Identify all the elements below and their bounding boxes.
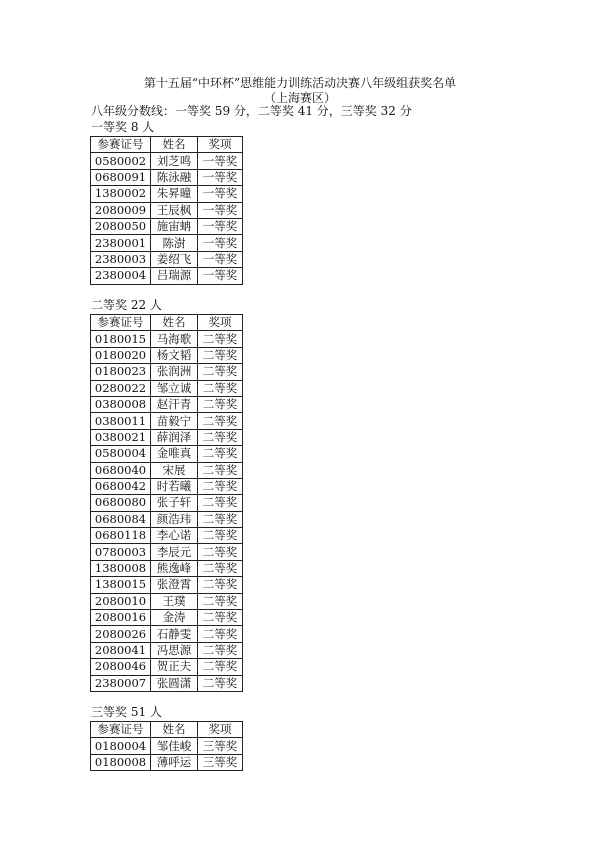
column-header: 姓名 <box>151 315 198 331</box>
name-cell: 时若曦 <box>151 478 198 494</box>
cert-number-cell: 0680118 <box>91 528 151 544</box>
table-header-row <box>91 722 243 738</box>
award-cell: 一等奖 <box>198 268 243 284</box>
cert-number-cell: 0380011 <box>91 413 151 429</box>
award-cell: 一等奖 <box>198 235 243 251</box>
name-cell: 张润洲 <box>151 364 198 380</box>
award-cell: 二等奖 <box>198 511 243 527</box>
table-row <box>91 675 243 691</box>
table-row <box>91 347 243 363</box>
award-cell: 二等奖 <box>198 642 243 658</box>
name-cell: 石静雯 <box>151 626 198 642</box>
cert-number-cell: 2380004 <box>91 268 151 284</box>
column-header: 参赛证号 <box>91 722 151 738</box>
table-row <box>91 251 243 267</box>
award-cell: 二等奖 <box>198 593 243 609</box>
award-cell: 二等奖 <box>198 347 243 363</box>
section-heading-second-prize: 二等奖 22 人 <box>91 298 162 312</box>
cert-number-cell: 1380015 <box>91 577 151 593</box>
table-row <box>91 202 243 218</box>
award-cell: 二等奖 <box>198 626 243 642</box>
name-cell: 陈泳融 <box>151 169 198 185</box>
name-cell: 金涛 <box>151 610 198 626</box>
table-row <box>91 429 243 445</box>
award-cell: 二等奖 <box>198 560 243 576</box>
document-subtitle: （上海赛区） <box>263 91 336 105</box>
name-cell: 金唯真 <box>151 446 198 462</box>
name-cell: 姜绍飞 <box>151 251 198 267</box>
cert-number-cell: 0180004 <box>91 738 151 754</box>
award-cell: 二等奖 <box>198 659 243 675</box>
column-header: 参赛证号 <box>91 137 151 153</box>
name-cell: 李心诺 <box>151 528 198 544</box>
award-cell: 一等奖 <box>198 153 243 169</box>
table-row <box>91 153 243 169</box>
name-cell: 朱昇曈 <box>151 186 198 202</box>
cert-number-cell: 0680042 <box>91 478 151 494</box>
column-header: 奖项 <box>198 315 243 331</box>
award-cell: 二等奖 <box>198 544 243 560</box>
award-cell: 二等奖 <box>198 610 243 626</box>
document-title: 第十五届“中环杯”思维能力训练活动决赛八年级组获奖名单 <box>143 76 457 90</box>
cert-number-cell: 2080016 <box>91 610 151 626</box>
cert-number-cell: 0580004 <box>91 446 151 462</box>
table-row <box>91 659 243 675</box>
award-cell: 二等奖 <box>198 478 243 494</box>
cert-number-cell: 0180023 <box>91 364 151 380</box>
name-cell: 马海歌 <box>151 331 198 347</box>
table-row <box>91 626 243 642</box>
name-cell: 邹佳峻 <box>151 738 198 754</box>
table-row <box>91 268 243 284</box>
name-cell: 邹立诚 <box>151 380 198 396</box>
cert-number-cell: 1380008 <box>91 560 151 576</box>
cert-number-cell: 2080046 <box>91 659 151 675</box>
cert-number-cell: 0380021 <box>91 429 151 445</box>
name-cell: 吕瑞源 <box>151 268 198 284</box>
cert-number-cell: 0780003 <box>91 544 151 560</box>
column-header: 姓名 <box>151 722 198 738</box>
table-row <box>91 610 243 626</box>
name-cell: 张圆潇 <box>151 675 198 691</box>
cert-number-cell: 2380007 <box>91 675 151 691</box>
award-cell: 一等奖 <box>198 202 243 218</box>
cert-number-cell: 2080026 <box>91 626 151 642</box>
table-row <box>91 331 243 347</box>
table-row <box>91 364 243 380</box>
cert-number-cell: 0180015 <box>91 331 151 347</box>
table-header-row <box>91 315 243 331</box>
table-header-row <box>91 137 243 153</box>
table-row <box>91 528 243 544</box>
table-row <box>91 396 243 412</box>
cert-number-cell: 2080050 <box>91 218 151 234</box>
award-cell: 二等奖 <box>198 380 243 396</box>
table-row <box>91 495 243 511</box>
cert-number-cell: 0180008 <box>91 754 151 770</box>
cert-number-cell: 0680091 <box>91 169 151 185</box>
name-cell: 苗毅宁 <box>151 413 198 429</box>
award-cell: 二等奖 <box>198 577 243 593</box>
award-cell: 二等奖 <box>198 396 243 412</box>
cert-number-cell: 2380001 <box>91 235 151 251</box>
section-heading-third-prize: 三等奖 51 人 <box>91 705 162 719</box>
name-cell: 冯思源 <box>151 642 198 658</box>
name-cell: 薛润泽 <box>151 429 198 445</box>
cert-number-cell: 2380003 <box>91 251 151 267</box>
table-row <box>91 413 243 429</box>
section-heading-first-prize: 一等奖 8 人 <box>91 120 155 134</box>
name-cell: 张澄霄 <box>151 577 198 593</box>
award-cell: 二等奖 <box>198 462 243 478</box>
award-cell: 二等奖 <box>198 528 243 544</box>
award-cell: 二等奖 <box>198 364 243 380</box>
name-cell: 李辰元 <box>151 544 198 560</box>
cert-number-cell: 0580002 <box>91 153 151 169</box>
column-header: 参赛证号 <box>91 315 151 331</box>
table-row <box>91 577 243 593</box>
name-cell: 熊逸峰 <box>151 560 198 576</box>
table-row <box>91 186 243 202</box>
name-cell: 贺正夫 <box>151 659 198 675</box>
name-cell: 张子轩 <box>151 495 198 511</box>
table-row <box>91 380 243 396</box>
name-cell: 王璞 <box>151 593 198 609</box>
name-cell: 刘芝鸣 <box>151 153 198 169</box>
cert-number-cell: 2080009 <box>91 202 151 218</box>
table-row <box>91 169 243 185</box>
first-prize-table <box>90 136 243 285</box>
award-cell: 二等奖 <box>198 331 243 347</box>
award-cell: 二等奖 <box>198 446 243 462</box>
award-cell: 三等奖 <box>198 754 243 770</box>
name-cell: 颜浩玮 <box>151 511 198 527</box>
table-row <box>91 560 243 576</box>
cert-number-cell: 0680080 <box>91 495 151 511</box>
award-cell: 二等奖 <box>198 429 243 445</box>
cert-number-cell: 0180020 <box>91 347 151 363</box>
table-row <box>91 446 243 462</box>
score-line: 八年级分数线：一等奖 59 分，二等奖 41 分，三等奖 32 分 <box>91 104 412 118</box>
table-row <box>91 218 243 234</box>
column-header: 姓名 <box>151 137 198 153</box>
award-cell: 二等奖 <box>198 495 243 511</box>
award-cell: 一等奖 <box>198 218 243 234</box>
name-cell: 宋展 <box>151 462 198 478</box>
table-row <box>91 544 243 560</box>
cert-number-cell: 1380002 <box>91 186 151 202</box>
name-cell: 王辰枫 <box>151 202 198 218</box>
column-header: 奖项 <box>198 137 243 153</box>
award-cell: 一等奖 <box>198 251 243 267</box>
column-header: 奖项 <box>198 722 243 738</box>
award-cell: 一等奖 <box>198 186 243 202</box>
cert-number-cell: 0380008 <box>91 396 151 412</box>
table-row <box>91 235 243 251</box>
table-row <box>91 754 243 770</box>
name-cell: 赵汗青 <box>151 396 198 412</box>
table-row <box>91 462 243 478</box>
name-cell: 施宙蚺 <box>151 218 198 234</box>
name-cell: 杨文韬 <box>151 347 198 363</box>
cert-number-cell: 2080041 <box>91 642 151 658</box>
table-row <box>91 642 243 658</box>
cert-number-cell: 2080010 <box>91 593 151 609</box>
table-row <box>91 511 243 527</box>
cert-number-cell: 0280022 <box>91 380 151 396</box>
award-cell: 一等奖 <box>198 169 243 185</box>
table-row <box>91 593 243 609</box>
award-cell: 二等奖 <box>198 675 243 691</box>
name-cell: 薄呼运 <box>151 754 198 770</box>
name-cell: 陈澍 <box>151 235 198 251</box>
table-row <box>91 478 243 494</box>
award-cell: 三等奖 <box>198 738 243 754</box>
award-cell: 二等奖 <box>198 413 243 429</box>
third-prize-table <box>90 721 243 771</box>
second-prize-table <box>90 314 243 692</box>
table-row <box>91 738 243 754</box>
cert-number-cell: 0680040 <box>91 462 151 478</box>
cert-number-cell: 0680084 <box>91 511 151 527</box>
